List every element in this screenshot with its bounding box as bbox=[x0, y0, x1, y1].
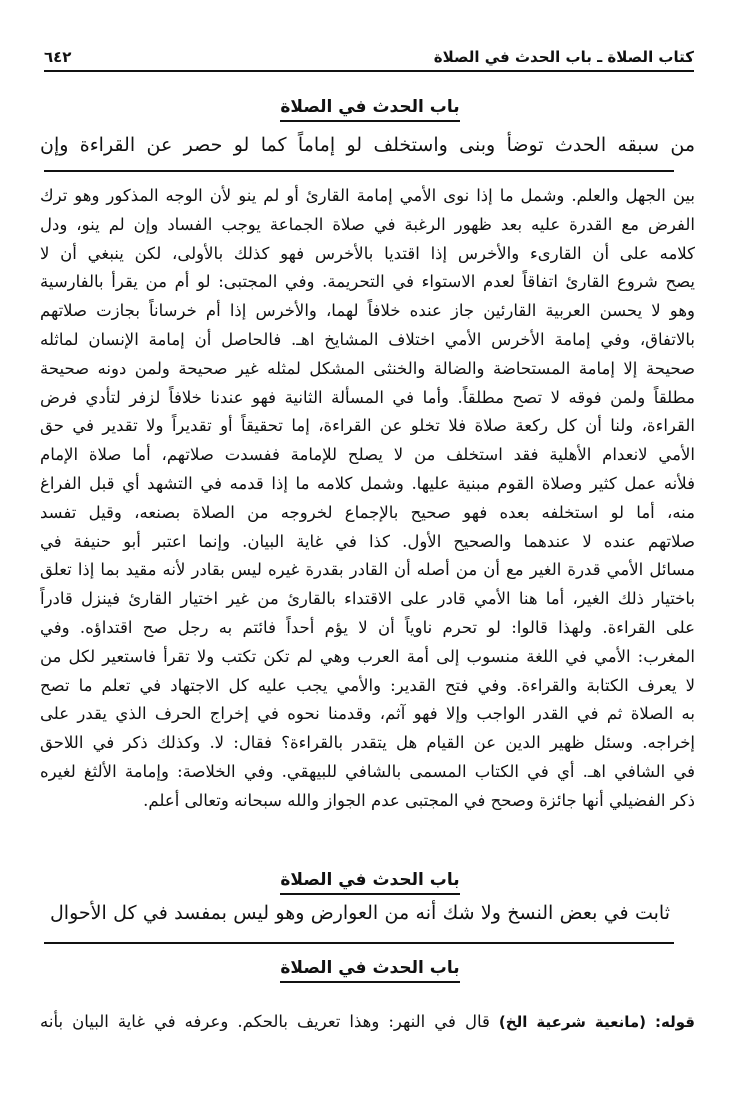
section-title-text: باب الحدث في الصلاة bbox=[280, 958, 459, 983]
header-rule bbox=[44, 70, 694, 72]
running-head bbox=[44, 40, 694, 66]
commentary-line: لا يعرف الكتابة والقراءة. وفي فتح القدير: والأمي يجب عليه كل الاجتهاد في تعلم ما تصح bbox=[40, 675, 695, 695]
commentary-line: كلامه على أن القارىء والأخرس إذا اقتديا بالأخرس فهو كذلك بالأولى، لكن ينبغي أن لا bbox=[40, 243, 695, 263]
note-lead: قوله: (مانعية شرعية الخ) bbox=[498, 1013, 695, 1031]
section-title bbox=[0, 958, 740, 978]
commentary-line: إخراجه. وسئل ظهير الدين عن القيام هل يتقدر بالقراءة؟ فقال: لا. وكذلك ذكر في اللاحق bbox=[40, 733, 695, 753]
section-title-text: باب الحدث في الصلاة bbox=[280, 870, 459, 895]
matn-text: ثابت في بعض النسخ ولا شك أنه من العوارض وهو ليس بمفسد في كل الأحوال bbox=[50, 902, 670, 924]
commentary-line: منه، أما لو استخلفه بعده فهو صحيح بالإجماع لخروجه من الصلاة بصنعه، وقيل تفسد bbox=[40, 502, 695, 522]
matn-text: من سبقه الحدث توضأ وبنى واستخلف لو إماماً كما لو حصر عن القراءة وإن bbox=[40, 134, 695, 156]
section-rule bbox=[44, 942, 674, 944]
commentary-line: على القراءة. ولهذا قالوا: لو تحرم ناوياً أن لا يؤم أحداً فائتم به رجل صح اقتداؤه. وفي bbox=[40, 617, 695, 637]
commentary-line: يصح شروع القارئ اتفاقاً لعدم الاستواء في التحريمة. وفي المجتبى: لو أم من يقرأ بالفارسية bbox=[40, 272, 695, 292]
commentary-line: باختيار ذلك الغير، أما هنا الأمي قادر على الاقتداء بالقارئ من غير اختيار القارئ فينزل قادراً bbox=[40, 589, 695, 609]
commentary-line: صحيحة إلا إمامة المستحاضة والضالة والخنثى المشكل لمثله غير صحيحة ولمن دونه صحيحة bbox=[40, 358, 695, 378]
commentary-note bbox=[40, 1012, 695, 1031]
section-title bbox=[0, 97, 740, 117]
commentary-line: مسائل الأمي قدرة الغير مع أن من أصله أن القادر بقدرة غيره ليس بقادر لأنه مقيد بما إذا تعلق bbox=[40, 560, 695, 580]
commentary-line: القراءة، ولنا أن كل ركعة صلاة فلا تخلو عن القراءة، إما تحقيقاً أو تقديراً ولا تقدير في حق bbox=[40, 416, 695, 436]
commentary-line: الأمي لانعدام الأهلية فقد استخلف من لا يصلح للإمامة ففسدت صلاتهم، أما صلاة الإمام bbox=[40, 445, 695, 465]
commentary-line: ذكر الفضيلي أنها جائزة وصحح في المجتبى عدم الجواز والله سبحانه وتعالى أعلم. bbox=[143, 790, 695, 810]
commentary-line: فلأنه عمل كثير وصلاة القوم مبنية عليها. وشمل كلامه ما إذا قدمه في التشهد أي قبل الفراغ bbox=[40, 473, 695, 493]
commentary-line: به الصلاة ثم في القدر الواجب وإلا فهو آثم، وقدمنا نحوه في إخراج الحرف الذي يقدر على bbox=[40, 704, 695, 724]
commentary-line: مطلقاً ولمن فوقه لا تصح مطلقاً. وأما في المسألة الثانية فهو عندنا خلافاً لزفر لتأدي فرض bbox=[40, 387, 695, 407]
commentary-line: الفرض مع القدرة عليه بعد ظهور الرغبة في صلاة الجماعة يوجب الفساد وإن لم ينو، ودل bbox=[40, 214, 695, 234]
page-number: ٦٤٢ bbox=[44, 48, 72, 66]
note-text: قال في النهر: وهذا تعريف بالحكم. وعرفه في غاية البيان بأنه bbox=[40, 1012, 499, 1031]
commentary-line: بين الجهل والعلم. وشمل ما إذا نوى الأمي إمامة القارئ أو لم ينو لأن الوجه المذكور وهو ترك bbox=[40, 186, 695, 205]
section-title-text: باب الحدث في الصلاة bbox=[280, 97, 459, 122]
commentary-body bbox=[40, 182, 695, 816]
section-title bbox=[0, 870, 740, 890]
section-rule bbox=[44, 170, 674, 172]
commentary-line: المغرب: الأمي في اللغة منسوب إلى أمة العرب وهي لم تكن تكتب ولا تقرأ فاستعير لكل من bbox=[40, 646, 695, 666]
commentary-line: بالاتفاق، وفي إمامة الأخرس الأمي اختلاف المشايخ اهـ. فالحاصل أن إمامة الإنسان لماثله bbox=[40, 329, 695, 349]
commentary-line: وهو لا يحسن العربية القارئين جاز عنده خلافاً لهما، والأخرس إذا أم خرساناً بجازت صلاتهم bbox=[40, 301, 695, 321]
running-head-title: كتاب الصلاة ـ باب الحدث في الصلاة bbox=[433, 48, 694, 66]
commentary-line: في الشافي اهـ. أي في الكتاب المسمى بالشافي للبيهقي. وفي الخلاصة: وإمامة الألثغ لغيره bbox=[40, 761, 695, 781]
commentary-line: صلاتهم عنده لا عندهما والصحيح الأول. كذا في غاية البيان. وإنما اعتبر أبو حنيفة في bbox=[40, 531, 695, 551]
